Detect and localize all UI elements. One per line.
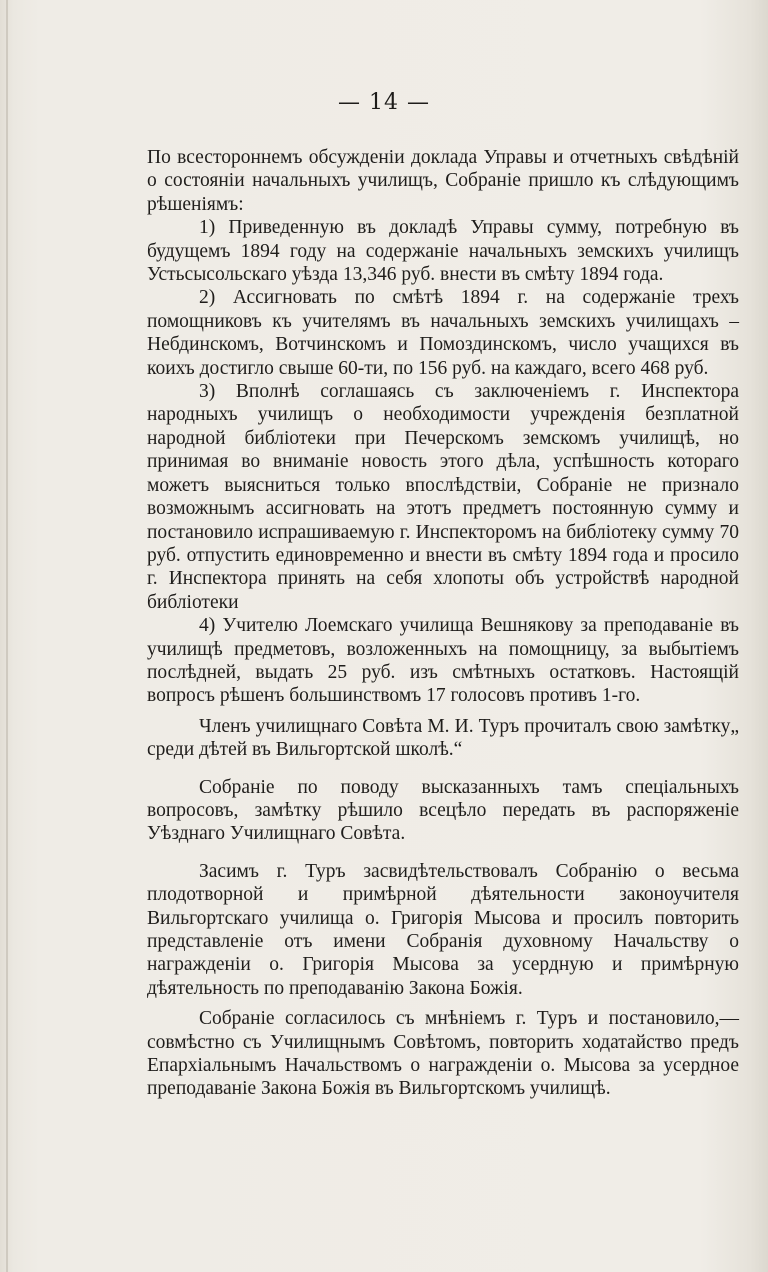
paragraph-decision-4: 4) Учителю Лоемскаго училища Вешнякову за преподаваніе въ училищѣ предметовъ, возложенныхъ на помощницу, за выбытіемъ послѣдней, выдать 25 руб. изъ смѣтныхъ остатковъ. Настоящій вопросъ рѣшенъ большинствомъ 17 голосовъ противъ 1-го.	[147, 615, 739, 707]
paragraph-note-transfer: Собраніе по поводу высказанныхъ тамъ спеціальныхъ вопросовъ, замѣтку рѣшило всецѣло передать въ распоряженіе Уѣзднаго Училищнаго Совѣта.	[147, 776, 739, 845]
paragraph-decision-1: 1) Приведенную въ докладѣ Управы сумму, потребную въ будущемъ 1894 году на содержаніе начальныхъ земскихъ училищъ Устьсысольскаго уѣзда 13,346 руб. внести въ смѣту 1894 года.	[147, 217, 739, 286]
page-fold-shadow	[6, 0, 8, 1272]
paragraph-tur-note: Членъ училищнаго Совѣта М. И. Туръ прочиталъ свою замѣтку„ среди дѣтей въ Вильгортской школѣ.“	[147, 715, 739, 761]
paragraph-petition: Собраніе согласилось съ мнѣніемъ г. Туръ и постановило,—совмѣстно съ Училищнымъ Совѣтомъ, повторить ходатайство предъ Епархіальнымъ Начальствомъ о награжденіи о. Мысова за усердное преподаваніе Закона Божія въ Вильгортскомъ училищѣ.	[147, 1008, 739, 1100]
paragraph-decision-2: 2) Ассигновать по смѣтѣ 1894 г. на содержаніе трехъ помощниковъ къ учителямъ въ начальныхъ земскихъ училищахъ – Небдинскомъ, Вотчинскомъ и Помоздинскомъ, число учащихся въ коихъ достигло свыше 60-ти, по 156 руб. на каждаго, всего 468 руб.	[147, 287, 739, 379]
page-number: — 14 —	[338, 90, 430, 115]
paragraph-intro: По всестороннемъ обсужденіи доклада Управы и отчетныхъ свѣдѣній о состояніи начальныхъ училищъ, Собраніе пришло къ слѣдующимъ рѣшеніямъ:	[147, 147, 739, 215]
page-body-text	[147, 146, 739, 1101]
paragraph-decision-3: 3) Вполнѣ соглашаясь съ заключеніемъ г. Инспектора народныхъ училищъ о необходимости учрежденія безплатной народной библіотеки при Печерскомъ земскомъ училищѣ, но принимая во вниманіе новость этого дѣла, успѣшность котораго можетъ выясниться только впослѣдствіи, Собраніе не признало возможнымъ ассигновать на этотъ предметъ постоянную сумму и постановило испрашиваемую г. Инспекторомъ на библіотеку сумму 70 руб. отпустить единовременно и внести въ смѣту 1894 года и просило г. Инспектора принять на себя хлопоты объ устройствѣ народной библіотеки	[147, 381, 739, 613]
paragraph-mysov-testimony: Засимъ г. Туръ засвидѣтельствовалъ Собранію о весьма плодотворной и примѣрной дѣятельности законоучителя Вильгортскаго училища о. Григорія Мысова и просилъ повторить представленіе отъ имени Собранія духовному Начальству о награжденіи о. Григорія Мысова за усердную и примѣрную дѣятельность по преподаванію Закона Божія.	[147, 860, 739, 999]
